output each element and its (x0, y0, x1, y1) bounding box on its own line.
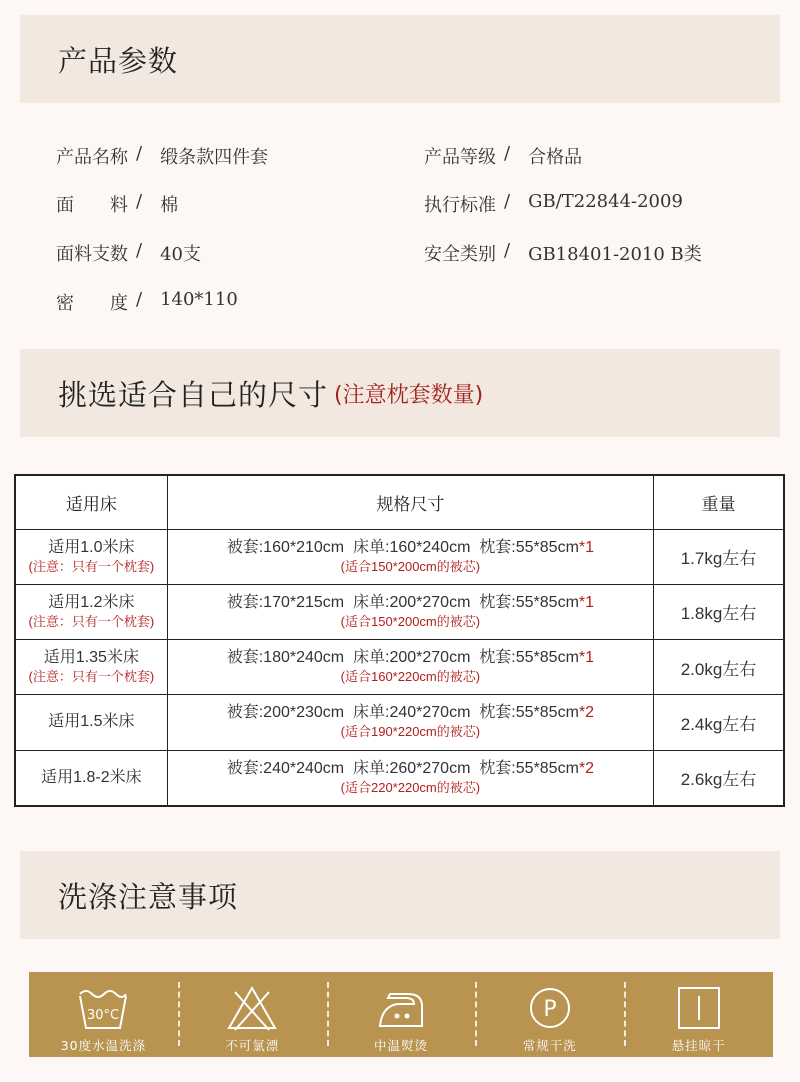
table-row (15, 640, 784, 695)
pillow-count: *1 (578, 538, 595, 556)
weight-cell: 2.6kg左右 (654, 750, 784, 806)
bed-size: 适用1.0米床 (48, 538, 135, 556)
bed-size: 适用1.5米床 (48, 713, 135, 731)
spec-cell (167, 750, 653, 806)
spec-cell (167, 529, 653, 584)
bed-note: (注意：只有一个枕套) (28, 669, 155, 685)
care-label: 不可氯漂 (225, 1038, 280, 1053)
spec-note: (适合150*200cm的被芯) (340, 613, 481, 629)
no-bleach-icon (223, 984, 281, 1032)
care-label: 悬挂晾干 (671, 1038, 726, 1053)
param-value: 棉 (160, 195, 179, 216)
param-label: 产品等级 (424, 147, 496, 168)
table-row (15, 584, 784, 639)
care-label: 中温熨烫 (373, 1038, 428, 1053)
spec-sizes: 被套:240*240cm 床单:260*270cm 枕套:55*85cm (226, 759, 579, 777)
wash-30-icon (74, 984, 132, 1032)
section-header-care (20, 851, 780, 939)
param-value: 40支 (160, 244, 201, 265)
spec-text (168, 648, 653, 668)
weight-cell: 2.0kg左右 (654, 640, 784, 695)
param-separator: / (136, 191, 143, 212)
spec-sizes: 被套:200*230cm 床单:240*270cm 枕套:55*85cm (226, 704, 579, 722)
spec-sizes: 被套:170*215cm 床单:200*270cm 枕套:55*85cm (226, 593, 579, 611)
table-header-weight: 重量 (654, 475, 784, 529)
bed-cell (15, 695, 167, 750)
param-separator: / (504, 191, 511, 212)
spec-text (168, 593, 653, 613)
param-value: 缎条款四件套 (160, 147, 269, 168)
param-row-count (56, 240, 201, 266)
care-item-wash (29, 972, 178, 1057)
param-row-density (56, 289, 238, 315)
param-separator: / (136, 240, 143, 261)
param-label: 面料支数 (56, 244, 128, 265)
param-separator: / (504, 143, 511, 164)
size-table (14, 474, 785, 807)
param-separator: / (136, 143, 143, 164)
care-item-dryclean (475, 972, 624, 1057)
param-value: 合格品 (528, 147, 583, 168)
pillow-count: *2 (578, 759, 595, 777)
param-value: 140*110 (160, 289, 238, 310)
table-header-spec: 规格尺寸 (167, 475, 653, 529)
param-label: 密 度 (56, 293, 128, 314)
bed-size: 适用1.8-2米床 (41, 768, 142, 786)
bed-size: 适用1.35米床 (43, 649, 139, 667)
spec-text (168, 538, 653, 558)
spec-cell (167, 640, 653, 695)
param-label: 安全类别 (424, 244, 496, 265)
param-separator: / (136, 289, 143, 310)
param-label: 产品名称 (56, 147, 128, 168)
bed-cell (15, 584, 167, 639)
care-item-bleach (178, 972, 327, 1057)
param-row-material (56, 191, 178, 217)
table-row (15, 529, 784, 584)
care-instructions-bar (29, 972, 773, 1057)
param-value: GB18401-2010 B类 (528, 244, 702, 265)
bed-note: (注意：只有一个枕套) (28, 613, 155, 629)
section-title: 洗涤注意事项 (58, 879, 239, 914)
param-row-safety (424, 240, 702, 266)
spec-sizes: 被套:180*240cm 床单:200*270cm 枕套:55*85cm (226, 649, 579, 667)
bed-size: 适用1.2米床 (48, 593, 135, 611)
weight-cell: 2.4kg左右 (654, 695, 784, 750)
spec-cell (167, 695, 653, 750)
care-label: 常规干洗 (522, 1038, 577, 1053)
table-row (15, 750, 784, 806)
iron-medium-icon (372, 984, 430, 1032)
bed-cell (15, 529, 167, 584)
weight-cell: 1.8kg左右 (654, 584, 784, 639)
pillow-count: *1 (578, 649, 595, 667)
spec-text (168, 759, 653, 779)
section-title: 产品参数 (58, 43, 179, 78)
wash-temp-label: 30°C (87, 1008, 120, 1023)
weight-cell: 1.7kg左右 (654, 529, 784, 584)
bed-cell (15, 750, 167, 806)
param-separator: / (504, 240, 511, 261)
section-title: 挑选适合自己的尺寸 (58, 377, 329, 412)
section-header-params (20, 15, 780, 103)
spec-note: (适合190*220cm的被芯) (340, 724, 481, 740)
table-row (15, 695, 784, 750)
section-title-note: (注意枕套数量) (334, 382, 484, 408)
dry-clean-p-icon (521, 984, 579, 1032)
care-item-iron (327, 972, 476, 1057)
bed-note: (注意：只有一个枕套) (28, 558, 155, 574)
spec-note: (适合160*220cm的被芯) (340, 669, 481, 685)
spec-sizes: 被套:160*210cm 床单:160*240cm 枕套:55*85cm (226, 538, 579, 556)
param-label: 执行标准 (424, 195, 496, 216)
bed-cell (15, 640, 167, 695)
hang-dry-icon (670, 984, 728, 1032)
param-row-name (56, 143, 268, 169)
param-label: 面 料 (56, 195, 128, 216)
spec-cell (167, 584, 653, 639)
spec-text (168, 703, 653, 723)
dry-clean-symbol: P (543, 997, 557, 1022)
section-header-size (20, 349, 780, 437)
param-row-standard (424, 191, 683, 217)
care-label: 30度水温洗涤 (60, 1038, 147, 1053)
table-header-bed: 适用床 (15, 475, 167, 529)
param-value: GB/T22844-2009 (528, 191, 683, 212)
table-header-row (15, 475, 784, 529)
pillow-count: *2 (578, 704, 595, 722)
param-row-grade (424, 143, 582, 169)
pillow-count: *1 (578, 593, 595, 611)
spec-note: (适合150*200cm的被芯) (340, 558, 481, 574)
spec-note: (适合220*220cm的被芯) (340, 779, 481, 795)
care-item-hang (624, 972, 773, 1057)
